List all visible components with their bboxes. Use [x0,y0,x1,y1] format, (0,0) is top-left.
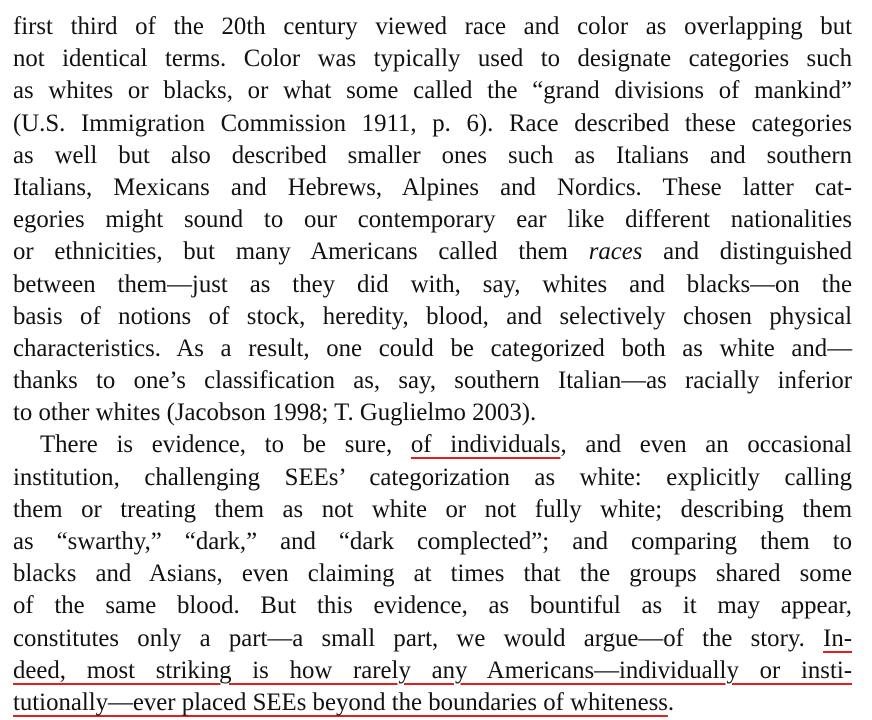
text-line: first third of the 20th century viewed race and color as overlapping but [13,13,852,40]
text-segment: There is evidence, to be sure, [40,431,411,459]
text-line: between them—just as they did with, say, whites and blacks—on the [13,270,852,298]
text-line: (U.S. Immigration Commission 1911, p. 6). Race described these categories [13,109,852,137]
highlighted-text: In- [823,624,852,652]
text-segment: , and even an occasional [560,431,853,459]
text-line: egories might sound to our contemporary ear like different nationalities [13,206,852,234]
text-line: Italians, Mexicans and Hebrews, Alpines and Nordics. These latter cat- [13,173,852,201]
text-line [13,236,852,268]
text-line: blacks and Asians, even claiming at times that the groups shared some [13,560,852,588]
text-line: characteristics. As a result, one could be categorized both as white and— [13,334,852,362]
text-line: as whites or blacks, or what some called the “grand divisions of mankind” [13,77,852,105]
text-line: of the same blood. But this evidence, as bountiful as it may appear, [13,592,852,620]
text-line: not identical terms. Color was typically used to designate categories such [13,45,852,73]
highlighted-text: of individuals [410,431,561,459]
text-line: as well but also described smaller ones such as Italians and southern [13,141,852,169]
text-line: to other whites (Jacobson 1998; T. Guglielmo 2003). [13,399,537,427]
paragraph-1 [13,11,852,429]
paragraph-2 [13,429,852,719]
highlighted-text: deed, most striking is how rarely any Americans—individually or insti- [13,656,852,684]
text-line [13,623,852,655]
text-line: institution, challenging SEEs’ categorization as white: explicitly calling [13,463,852,491]
document-text [13,11,852,719]
text-line: them or treating them as not white or not fully white; describing them [13,495,852,523]
text-line [13,655,852,687]
text-line: basis of notions of stock, heredity, blood, and selectively chosen physical [13,302,852,330]
text-line [13,429,852,461]
emphasis-text: races [588,238,643,266]
text-segment: or ethnicities, but many Americans called them [13,238,589,266]
text-line [13,687,852,719]
text-segment: constitutes only a part—a small part, we would argue—of the story. [13,624,824,652]
text-line: thanks to one’s classification as, say, southern Italian—as racially inferior [13,367,852,395]
text-segment: . [667,688,675,716]
highlighted-text: tutionally—ever placed SEEs beyond the boundaries of whiteness [13,688,668,716]
text-line: as “swarthy,” “dark,” and “dark complected”; and comparing them to [13,528,852,555]
text-segment: and distinguished [642,238,852,266]
